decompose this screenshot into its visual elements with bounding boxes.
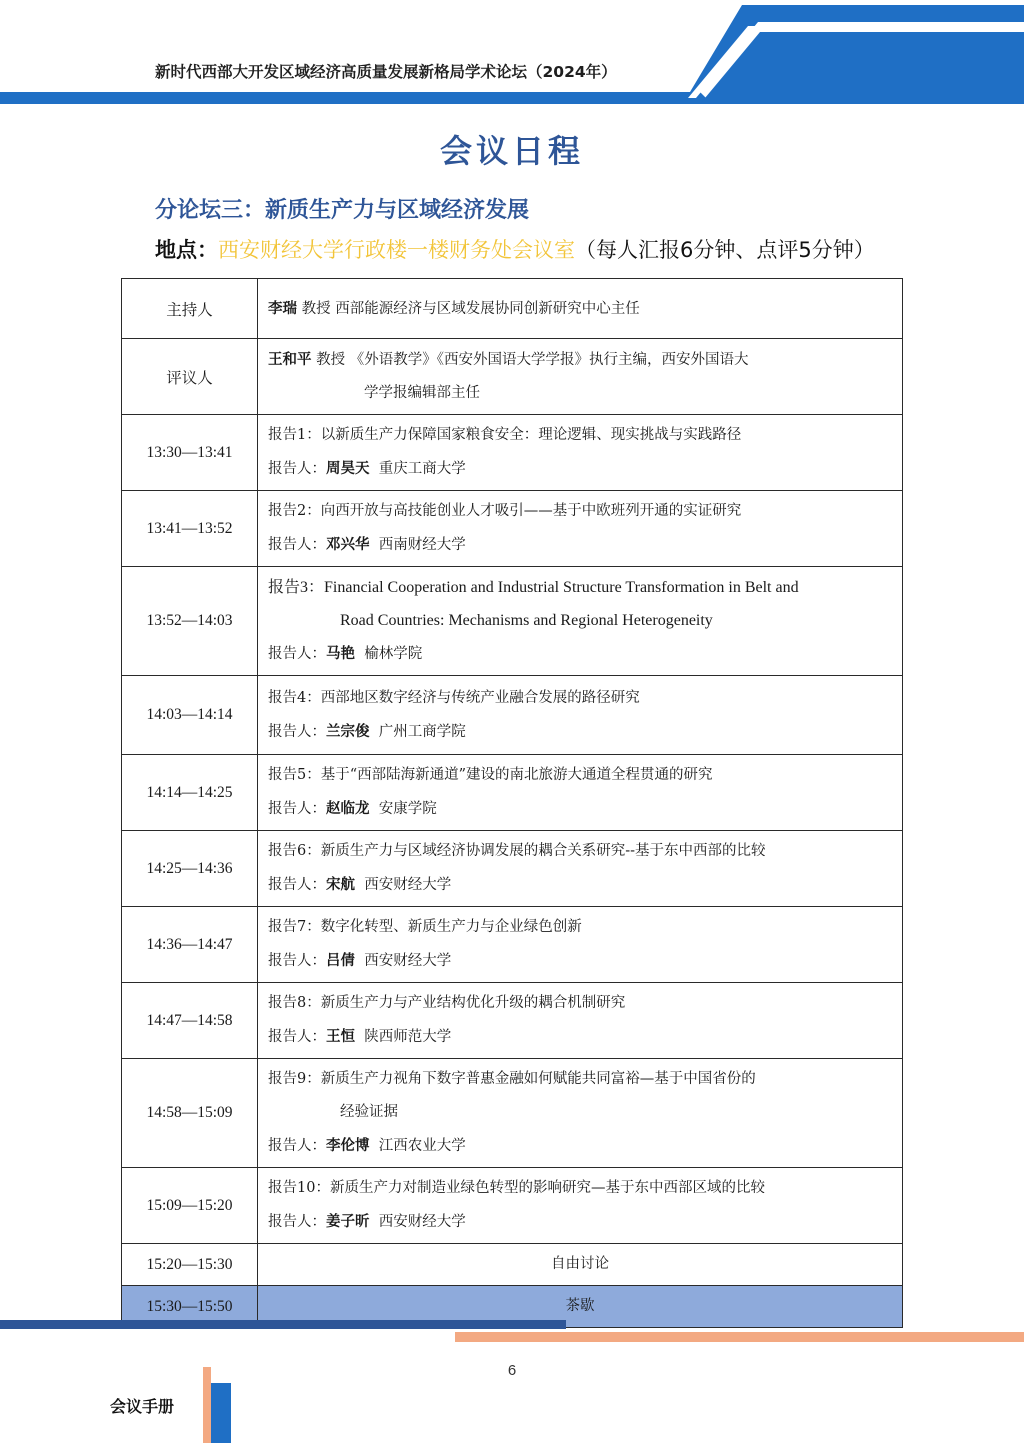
header-blue-band (0, 92, 712, 104)
report-title-line: 报告5：基于“西部陆海新通道”建设的南北旅游大通道全程贯通的研究 (268, 767, 713, 783)
presenter-name: 吕倩 (326, 952, 355, 969)
reviewer-detail-line1: 教授 《外语教学》《西安外国语大学学报》执行主编，西安外国语大 (311, 352, 749, 368)
report-title-line: 报告4：西部地区数字经济与传统产业融合发展的路径研究 (268, 689, 640, 706)
host-row (122, 279, 903, 339)
presenter-gap (355, 1029, 364, 1045)
report-title-line: 经验证据 (340, 1104, 398, 1120)
presenter-line (268, 1129, 892, 1163)
presenter-name: 兰宗俊 (326, 722, 370, 740)
report-title-line: 报告6：新质生产力与区域经济协调发展的耦合关系研究--基于东中西部的比较 (268, 843, 766, 859)
presenter-label: 报告人： (268, 723, 326, 740)
presenter-affiliation: 榆林学院 (364, 646, 423, 662)
reviewer-cell (258, 339, 903, 415)
report-time: 14:25—14:36 (122, 831, 258, 907)
presenter-gap (370, 537, 379, 553)
report-time: 14:47—14:58 (122, 983, 258, 1059)
report-row (122, 755, 903, 831)
presenter-label: 报告人： (268, 646, 326, 662)
reviewer-name: 王和平 (268, 351, 312, 368)
tea-break-row-time: 15:30—15:50 (122, 1286, 258, 1328)
report-title-line: 报告9：新质生产力视角下数字普惠金融如何赋能共同富裕—基于中国省份的 (268, 1071, 756, 1087)
presenter-line (268, 528, 892, 562)
discussion-row-time: 15:20—15:30 (122, 1244, 258, 1286)
presenter-gap (355, 877, 364, 893)
presenter-affiliation: 陕西师范大学 (364, 1029, 452, 1045)
report-time: 15:09—15:20 (122, 1168, 258, 1244)
presenter-affiliation: 江西农业大学 (378, 1138, 466, 1154)
report-title-line: 报告3：Financial Cooperation and Industrial Structure Transformation in Belt and (268, 579, 799, 596)
venue-note: （每人汇报6分钟、点评5分钟） (575, 238, 875, 262)
presenter-affiliation: 西安财经大学 (378, 1214, 466, 1230)
header-title: 新时代西部大开发区域经济高质量发展新格局学术论坛（2024年） (155, 63, 617, 81)
presenter-affiliation: 西南财经大学 (378, 537, 466, 553)
presenter-line (268, 1020, 892, 1054)
report-content (258, 491, 903, 567)
presenter-line (268, 792, 892, 826)
presenter-label: 报告人： (268, 877, 326, 893)
report-content (258, 1168, 903, 1244)
presenter-line (268, 944, 892, 978)
report-row (122, 983, 903, 1059)
report-content (258, 831, 903, 907)
report-title-line: 报告1：以新质生产力保障国家粮食安全：理论逻辑、现实挑战与实践路径 (268, 427, 742, 443)
footer-title: 会议手册 (110, 1397, 175, 1416)
presenter-name: 马艳 (326, 645, 355, 662)
presenter-affiliation: 广州工商学院 (378, 723, 466, 740)
page-number: 6 (507, 1362, 517, 1379)
presenter-label: 报告人： (268, 1138, 326, 1154)
presenter-name: 李伦博 (326, 1137, 370, 1154)
report-row (122, 831, 903, 907)
footer-decoration (0, 1315, 1024, 1443)
page-title: 会议日程 (439, 132, 584, 170)
report-content (258, 567, 903, 676)
footer-orange-bar (455, 1332, 1024, 1342)
footer-blue-stub (211, 1383, 231, 1443)
schedule-table (121, 278, 903, 1328)
report-content (258, 907, 903, 983)
report-row (122, 567, 903, 676)
presenter-gap (370, 461, 379, 477)
host-detail: 教授 西部能源经济与区域发展协同创新研究中心主任 (297, 300, 640, 317)
presenter-label: 报告人： (268, 801, 326, 817)
report-time: 13:52—14:03 (122, 567, 258, 676)
presenter-gap (370, 1214, 379, 1230)
presenter-line (268, 1205, 892, 1239)
presenter-affiliation: 安康学院 (378, 801, 437, 817)
report-row (122, 1168, 903, 1244)
report-row (122, 676, 903, 755)
host-cell (258, 279, 903, 339)
footer-blue-bar (0, 1320, 566, 1329)
reviewer-label: 评议人 (122, 339, 258, 415)
forum-subtitle: 分论坛三：新质生产力与区域经济发展 (155, 198, 530, 223)
report-time: 13:30—13:41 (122, 415, 258, 491)
report-title-line: 报告7：数字化转型、新质生产力与企业绿色创新 (268, 919, 582, 935)
report-title-line: 报告10：新质生产力对制造业绿色转型的影响研究—基于东中西部区域的比较 (268, 1180, 765, 1196)
presenter-label: 报告人： (268, 461, 326, 477)
presenter-name: 王恒 (326, 1028, 355, 1045)
presenter-gap (370, 1138, 379, 1154)
presenter-name: 宋航 (326, 876, 355, 893)
presenter-name: 姜子昕 (326, 1213, 370, 1230)
presenter-name: 邓兴华 (326, 536, 370, 553)
header-blue-block (700, 32, 1024, 104)
header-decoration (0, 0, 1024, 110)
report-content (258, 983, 903, 1059)
report-time: 14:03—14:14 (122, 676, 258, 755)
presenter-name: 周昊天 (326, 460, 370, 477)
presenter-label: 报告人： (268, 1214, 326, 1230)
reviewer-row (122, 339, 903, 415)
discussion-row (122, 1244, 903, 1286)
host-name: 李瑞 (268, 299, 297, 317)
presenter-affiliation: 西安财经大学 (364, 953, 452, 969)
tea-break-row-label: 茶歇 (258, 1286, 903, 1328)
report-title-line: 报告8：新质生产力与产业结构优化升级的耦合机制研究 (268, 995, 626, 1011)
report-content (258, 1059, 903, 1168)
report-content (258, 676, 903, 755)
presenter-affiliation: 西安财经大学 (364, 877, 452, 893)
report-time: 14:36—14:47 (122, 907, 258, 983)
presenter-label: 报告人： (268, 1029, 326, 1045)
report-row (122, 907, 903, 983)
presenter-gap (370, 724, 379, 740)
presenter-affiliation: 重庆工商大学 (378, 461, 466, 477)
presenter-line (268, 715, 892, 749)
report-time: 13:41—13:52 (122, 491, 258, 567)
report-row (122, 491, 903, 567)
discussion-row-label: 自由讨论 (258, 1244, 903, 1286)
report-title-line: Road Countries: Mechanisms and Regional Heterogeneity (340, 612, 713, 629)
host-label: 主持人 (122, 279, 258, 339)
presenter-line (268, 637, 892, 671)
reviewer-detail-line2: 学学报编辑部主任 (364, 385, 480, 401)
venue-label: 地点： (155, 238, 218, 262)
presenter-line (268, 452, 892, 486)
report-title-line: 报告2：向西开放与高技能创业人才吸引——基于中欧班列开通的实证研究 (268, 503, 742, 519)
report-time: 14:14—14:25 (122, 755, 258, 831)
presenter-label: 报告人： (268, 953, 326, 969)
report-content (258, 755, 903, 831)
presenter-gap (355, 953, 364, 969)
venue-line (155, 234, 875, 264)
report-time: 14:58—15:09 (122, 1059, 258, 1168)
report-row (122, 415, 903, 491)
venue-place: 西安财经大学行政楼一楼财务处会议室 (218, 238, 575, 262)
presenter-name: 赵临龙 (326, 800, 370, 817)
presenter-gap (370, 801, 379, 817)
report-row (122, 1059, 903, 1168)
report-content (258, 415, 903, 491)
presenter-label: 报告人： (268, 537, 326, 553)
presenter-line (268, 868, 892, 902)
presenter-gap (355, 646, 364, 662)
